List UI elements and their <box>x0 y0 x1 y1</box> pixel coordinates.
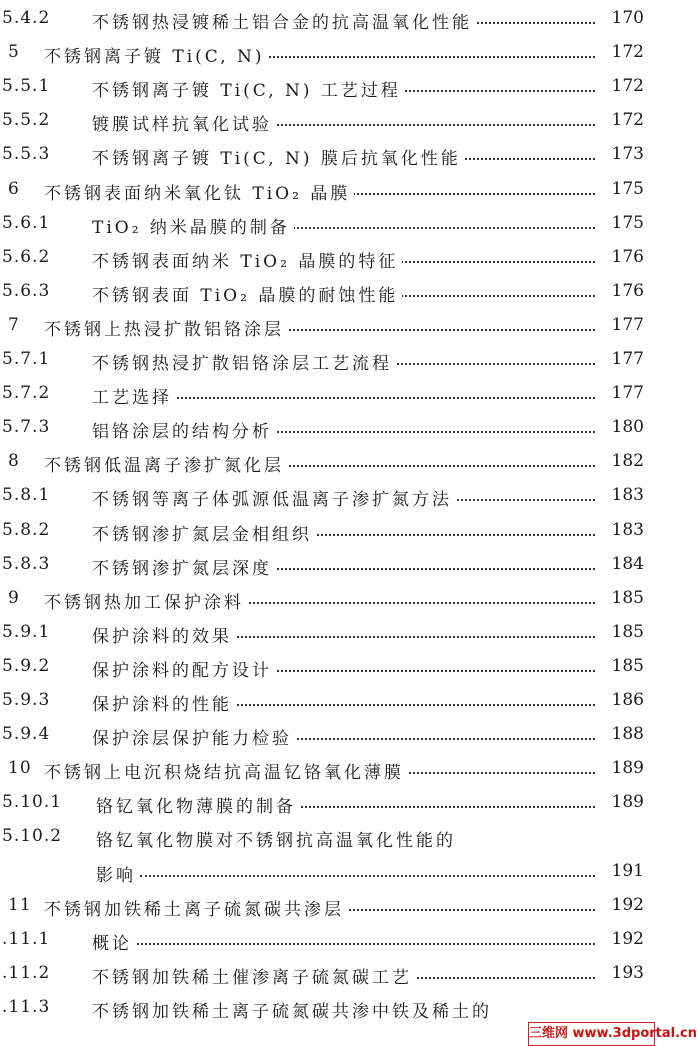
toc-entry-page: 192 <box>608 929 644 949</box>
toc-entry[interactable] <box>0 618 655 652</box>
toc-entry[interactable] <box>0 584 655 618</box>
toc-entry-number: .11.2 <box>2 962 51 983</box>
toc-entry[interactable] <box>0 72 655 106</box>
toc-entry[interactable] <box>0 788 655 822</box>
toc-entry[interactable] <box>0 686 655 720</box>
toc-entry-page: 173 <box>608 144 644 164</box>
toc-entry-page: 186 <box>608 690 644 710</box>
toc-entry-number: .11.1 <box>2 928 51 949</box>
toc-entry[interactable] <box>0 243 655 277</box>
toc-entry[interactable] <box>0 891 655 925</box>
toc-entry-title: 不锈钢等离子体弧源低温离子渗扩氮方法 <box>92 485 456 510</box>
toc-entry[interactable] <box>0 481 655 515</box>
toc-entry[interactable] <box>0 413 655 447</box>
toc-entry[interactable] <box>0 822 655 856</box>
toc-entry-number: 5.10.2 <box>2 826 63 847</box>
toc-entry-page: 170 <box>608 8 644 28</box>
toc-entry[interactable] <box>0 175 655 209</box>
toc-entry-page: 185 <box>608 588 644 608</box>
toc-entry-number: 5.8.2 <box>2 519 51 540</box>
toc-entry-number: 5.6.2 <box>2 246 51 267</box>
toc-entry-title: 概论 <box>92 929 136 954</box>
toc-entry-page: 183 <box>608 520 644 540</box>
toc-entry[interactable] <box>0 277 655 311</box>
toc-entry-title: 铬钇氧化物膜对不锈钢抗高温氧化性能的 <box>96 826 460 851</box>
toc-entry-title: 不锈钢上电沉积烧结抗高温钇铬氧化薄膜 <box>44 758 408 783</box>
toc-entry-continuation[interactable] <box>0 857 655 891</box>
toc-entry-page: 185 <box>608 622 644 642</box>
toc-entry[interactable] <box>0 447 655 481</box>
toc-entry-title: 不锈钢低温离子渗扩氮化层 <box>44 451 288 476</box>
toc-entry[interactable] <box>0 754 655 788</box>
toc-entry-title: 不锈钢渗扩氮层深度 <box>92 554 276 579</box>
toc-entry-number: 5 <box>8 42 20 63</box>
toc-entry-number: 5.6.1 <box>2 212 51 233</box>
toc-entry-page: 189 <box>608 792 644 812</box>
toc-entry[interactable] <box>0 652 655 686</box>
toc-entry[interactable] <box>0 106 655 140</box>
toc-entry-number: 7 <box>8 314 20 335</box>
toc-entry-number: 10 <box>8 758 32 779</box>
toc-entry-number: 5.4.2 <box>2 8 51 28</box>
toc-entry-page: 172 <box>608 110 644 130</box>
toc-entry-page: 177 <box>608 349 644 369</box>
toc-entry[interactable] <box>0 345 655 379</box>
toc-entry-title: 保护涂料的性能 <box>92 690 236 715</box>
toc-entry-title: 不锈钢表面 TiO₂ 晶膜的耐蚀性能 <box>92 281 402 306</box>
toc-entry-page: 175 <box>608 213 644 233</box>
toc-entry-number: 5.5.2 <box>2 110 51 131</box>
toc-entry-page: 185 <box>608 656 644 676</box>
toc-entry-number: 9 <box>8 587 20 608</box>
toc-entry-page: 172 <box>608 76 644 96</box>
toc-entry-number: 5.5.1 <box>2 76 51 97</box>
toc-entry-page: 180 <box>608 417 644 437</box>
toc-entry[interactable] <box>0 209 655 243</box>
toc-entry-title: 不锈钢加铁稀土催渗离子硫氮碳工艺 <box>92 963 416 988</box>
toc-entry-title: 不锈钢上热浸扩散铝铬涂层 <box>44 315 288 340</box>
toc-entry-title: 保护涂料的配方设计 <box>92 656 276 681</box>
dot-leader <box>140 875 595 877</box>
toc-entry-page: 175 <box>608 179 644 199</box>
toc-entry-page: 182 <box>608 451 644 471</box>
toc-entry-number: 5.10.1 <box>2 792 63 813</box>
toc-entry-title-continuation: 影响 <box>96 861 140 886</box>
toc-entry[interactable] <box>0 4 655 38</box>
toc-entry[interactable] <box>0 959 655 993</box>
toc-entry-title: 不锈钢渗扩氮层金相组织 <box>92 520 316 545</box>
toc-entry[interactable] <box>0 38 655 72</box>
toc-entry-number: 11 <box>8 894 32 915</box>
toc-entry-page: 177 <box>608 383 644 403</box>
toc-entry[interactable] <box>0 720 655 754</box>
toc-entry-title: 不锈钢热加工保护涂料 <box>44 588 248 613</box>
toc-entry-page: 192 <box>608 895 644 915</box>
toc-entry-number: 6 <box>8 178 20 199</box>
site-watermark: 三维网 www.3dportal.cn <box>528 1022 655 1046</box>
toc-entry-number: 5.7.3 <box>2 417 51 438</box>
toc-entry-title: 镀膜试样抗氧化试验 <box>92 110 276 135</box>
toc-entry-number: 5.9.4 <box>2 724 51 745</box>
toc-entry-title: 不锈钢加铁稀土离子硫氮碳共渗中铁及稀土的 <box>92 997 496 1022</box>
toc-entry-page: 188 <box>608 724 644 744</box>
toc-entry-title: 工艺选择 <box>92 383 176 408</box>
toc-entry-title: 保护涂层保护能力检验 <box>92 724 296 749</box>
toc-entry[interactable] <box>0 516 655 550</box>
toc-entry-number: 5.8.3 <box>2 553 51 574</box>
toc-entry[interactable] <box>0 925 655 959</box>
toc-entry-title: 铬钇氧化物薄膜的制备 <box>96 792 300 817</box>
toc-entry-title: 铝铬涂层的结构分析 <box>92 417 276 442</box>
toc-entry-title: 不锈钢离子镀 Ti(C, N) 工艺过程 <box>92 76 405 101</box>
toc-entry-number: 5.7.2 <box>2 383 51 404</box>
toc-entry-title: 不锈钢加铁稀土离子硫氮碳共渗层 <box>44 895 348 920</box>
toc-entry-number: 5.8.1 <box>2 485 51 506</box>
toc-entry[interactable] <box>0 140 655 174</box>
toc-entry-number: 5.9.2 <box>2 655 51 676</box>
toc-entry[interactable] <box>0 311 655 345</box>
toc-entry-number: 5.9.1 <box>2 621 51 642</box>
toc-entry-number: 5.9.3 <box>2 690 51 710</box>
toc-entry-number: 8 <box>8 451 20 472</box>
toc-entry-title: 不锈钢热浸镀稀土铝合金的抗高温氧化性能 <box>92 8 476 33</box>
toc-entry-page: 183 <box>608 485 644 505</box>
toc-entry-page: 177 <box>608 315 644 335</box>
toc-entry-page: 189 <box>608 758 644 778</box>
toc-entry-title: TiO₂ 纳米晶膜的制备 <box>92 213 294 238</box>
toc-entry-page: 184 <box>608 554 644 574</box>
toc-entry-page: 193 <box>608 963 644 983</box>
toc-entry-title: 不锈钢表面纳米 TiO₂ 晶膜的特征 <box>92 247 402 272</box>
toc-entry-title: 不锈钢表面纳米氧化钛 TiO₂ 晶膜 <box>44 179 354 204</box>
toc-entry[interactable] <box>0 550 655 584</box>
dot-leader <box>92 943 595 945</box>
toc-entry[interactable] <box>0 379 655 413</box>
toc-entry-title: 不锈钢离子镀 Ti(C, N) 膜后抗氧化性能 <box>92 144 465 169</box>
toc-entry-number: 5.7.1 <box>2 349 51 369</box>
toc-entry-page: 172 <box>608 42 644 62</box>
toc-entry-page: 176 <box>608 281 644 301</box>
toc-entry-number: .11.3 <box>2 996 51 1017</box>
toc-entry-page: 176 <box>608 247 644 267</box>
toc-entry-number: 5.5.3 <box>2 144 51 165</box>
toc-entry-title: 不锈钢热浸扩散铝铬涂层工艺流程 <box>92 349 396 374</box>
toc-entry-page: 191 <box>608 861 644 881</box>
toc-entry-title: 不锈钢离子镀 Ti(C, N) <box>44 42 269 67</box>
toc-entry-title: 保护涂料的效果 <box>92 622 236 647</box>
toc-entry-number: 5.6.3 <box>2 280 51 301</box>
